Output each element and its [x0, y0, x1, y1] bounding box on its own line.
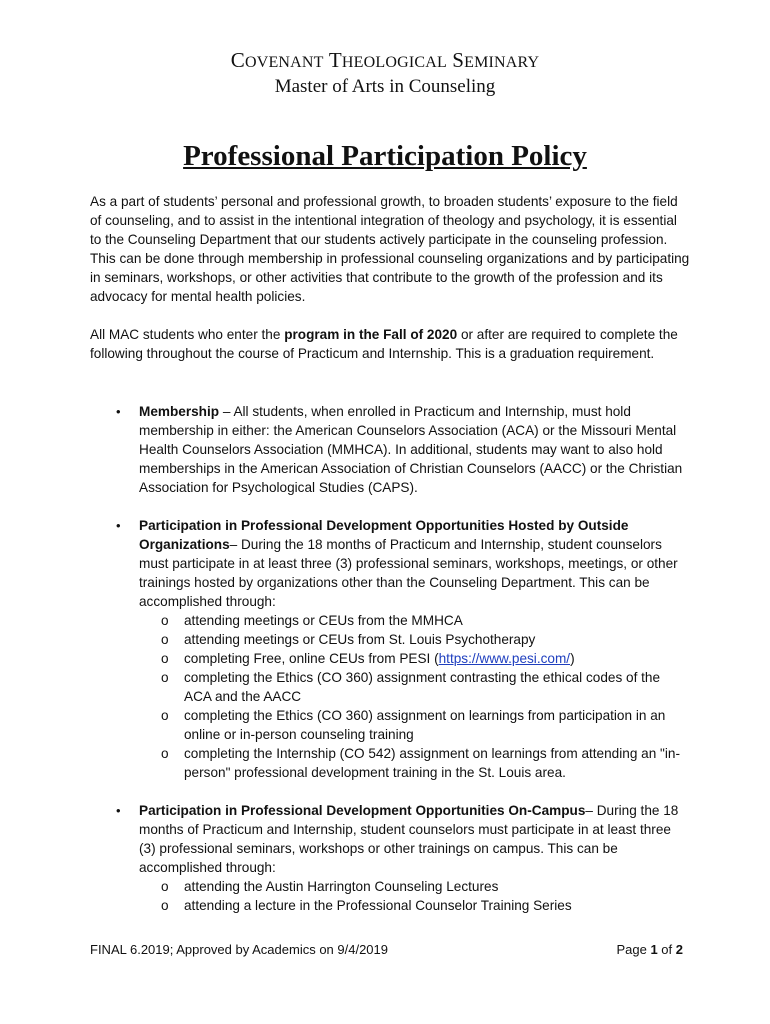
list-item-text: completing the Ethics (CO 360) assignment on learnings from participation in an online or in-person counseling training — [184, 708, 666, 742]
bullet-icon: • — [116, 404, 121, 419]
sub-bullet-icon: o — [161, 879, 169, 894]
list-item-outside-organizations — [90, 516, 690, 782]
page-current: 1 — [650, 942, 658, 957]
bullet-text: – During the 18 months of Practicum and Internship, student counselors must participate in at least three (3) professional seminars, workshops, meetings, or other trainings hosted by organizations other than the Counseling Department. This can be accomplished through: — [139, 537, 678, 609]
bullet-text: – During the 18 months of Practicum and Internship, student counselors must participate in at least three (3) professional seminars, workshops or other trainings on campus. This can be accomplished through: — [139, 803, 679, 875]
bullet-heading: Participation in Professional Development Opportunities Hosted by Outside Organizations — [139, 518, 629, 552]
list-item-text: attending the Austin Harrington Counseling Lectures — [184, 879, 499, 894]
list-item-text: completing the Ethics (CO 360) assignment contrasting the ethical codes of the ACA and the AACC — [184, 670, 661, 704]
requirement-bold: program in the Fall of 2020 — [284, 327, 458, 342]
requirement-text: All MAC students who enter the — [90, 327, 285, 342]
list-item — [139, 668, 690, 706]
sub-bullet-icon: o — [161, 746, 169, 761]
list-item-text: attending meetings or CEUs from the MMHCA — [184, 613, 463, 628]
bullet-heading: Participation in Professional Development Opportunities On-Campus — [139, 803, 586, 818]
sub-bullet-icon: o — [161, 898, 169, 913]
sub-list — [139, 611, 690, 782]
seminary-letter: T — [328, 48, 342, 72]
program-name: Master of Arts in Counseling — [274, 76, 496, 97]
sub-bullet-icon: o — [161, 708, 169, 723]
seminary-word: OVENANT — [244, 54, 324, 71]
seminary-letter: S — [452, 48, 465, 72]
list-item-text: attending meetings or CEUs from St. Louis Psychotherapy — [184, 632, 536, 647]
footer-approval: FINAL 6.2019; Approved by Academics on 9/4/2019 — [90, 942, 388, 957]
list-item-membership — [90, 402, 690, 497]
requirement-text: or after are required to complete the following throughout the course of Practicum and Internship. This is a graduation requirement. — [90, 327, 678, 361]
sub-list — [139, 877, 690, 915]
pesi-link[interactable]: https://www.pesi.com/ — [438, 651, 571, 666]
list-item-text: completing the Internship (CO 542) assignment on learnings from attending an "in-person" professional development training in the St. Louis area. — [184, 746, 680, 780]
sub-bullet-icon: o — [161, 613, 169, 628]
sub-bullet-icon: o — [161, 651, 169, 666]
page-label: Page — [616, 942, 651, 957]
list-item — [139, 877, 690, 896]
list-item — [139, 649, 690, 668]
list-item — [139, 611, 690, 630]
list-item-text: attending a lecture in the Professional Counselor Training Series — [184, 898, 572, 913]
page-total: 2 — [675, 942, 683, 957]
list-item-text: ) — [570, 651, 575, 666]
bullet-icon: • — [116, 518, 121, 533]
list-item — [139, 706, 690, 744]
bullet-heading: Membership — [139, 404, 220, 419]
list-item — [139, 630, 690, 649]
list-item-text: completing Free, online CEUs from PESI ( — [184, 651, 439, 666]
bullet-text: – All students, when enrolled in Practicum and Internship, must hold membership in either: the American Counselors Association (ACA) or the Missouri Mental Health Counselors Association (MMHCA). In additional, students may want to also hold memberships in the American Association of Christian Counselors (AACC) or the Christian Association for Psychological Studies (CAPS). — [139, 404, 683, 495]
list-item — [139, 896, 690, 915]
page-number — [616, 942, 683, 957]
seminary-name — [0, 48, 770, 73]
sub-bullet-icon: o — [161, 632, 169, 647]
page-title: Professional Participation Policy — [183, 140, 587, 172]
seminary-letter: C — [230, 48, 245, 72]
list-item — [139, 744, 690, 782]
bullet-icon: • — [116, 803, 121, 818]
requirement-paragraph — [90, 325, 690, 363]
intro-paragraph: As a part of students’ personal and professional growth, to broaden students’ exposure to the field of counseling, and to assist in the intentional integration of theology and psychology, it is essential to the Counseling Department that our students actively participate in the counseling profession. This can be done through membership in professional counseling organizations and by participating in seminars, workshops, or other activities that contribute to the growth of the profession and its advocacy for mental health policies. — [90, 194, 690, 304]
list-item-on-campus — [90, 801, 690, 915]
seminary-word: EMINARY — [464, 54, 540, 71]
sub-bullet-icon: o — [161, 670, 169, 685]
seminary-word: HEOLOGICAL — [341, 54, 447, 71]
page-of: of — [657, 942, 676, 957]
